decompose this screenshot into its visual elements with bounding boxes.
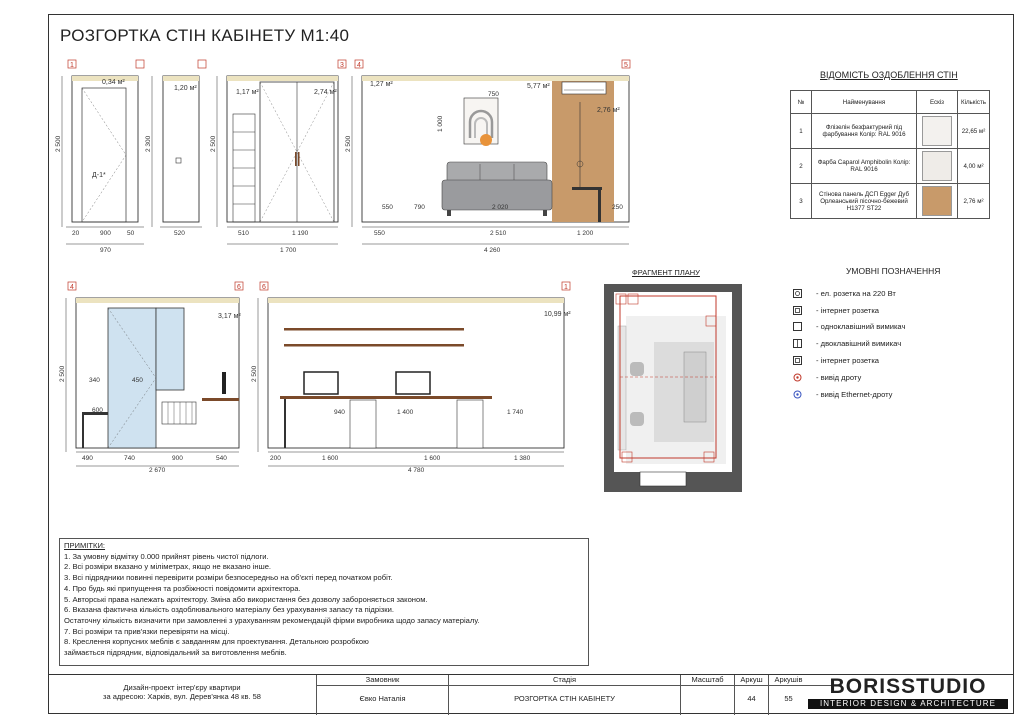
schedule-title: ВІДОМІСТЬ ОЗДОБЛЕННЯ СТІН xyxy=(820,70,958,80)
plan-title: ФРАГМЕНТ ПЛАНУ xyxy=(632,268,700,277)
dim: 200 xyxy=(270,455,281,462)
area-label: 5,77 м² xyxy=(527,83,550,90)
dim: 740 xyxy=(124,455,135,462)
logo-name: BORISSTUDIO xyxy=(829,675,987,698)
area-label: 3,17 м² xyxy=(218,313,241,320)
legend-label: - двоклавішний вимикач xyxy=(816,339,902,349)
material-swatch xyxy=(922,116,952,146)
dim: 900 xyxy=(100,230,111,237)
marker-1: 1 xyxy=(564,284,568,291)
dim: 900 xyxy=(172,455,183,462)
row-num: 1 xyxy=(791,114,812,149)
dim: 340 xyxy=(89,377,100,384)
col-sketch: Ескіз xyxy=(917,91,958,114)
elevation-wall-5 xyxy=(59,282,243,472)
note-line: Остаточну кількість визначити при замовленні з урахуванням рекомендацій фірми виробника щодо запасу матеріалу. xyxy=(64,615,480,625)
dim: 1 400 xyxy=(397,409,414,416)
sheets-label: Аркушів xyxy=(774,675,803,684)
height-dim: 2 500 xyxy=(210,135,217,152)
project-info xyxy=(48,675,316,715)
legend xyxy=(793,285,1003,403)
dim: 1 600 xyxy=(322,455,339,462)
marker-4: 4 xyxy=(357,62,361,69)
note-line: 5. Авторські права належать архітектору. Зміна або використання без дозволу забороняється законом. xyxy=(64,594,428,604)
height-dim: 2 500 xyxy=(345,135,352,152)
dim: 2 670 xyxy=(149,467,166,472)
dim: 790 xyxy=(414,204,425,211)
sheet-label: Аркуш xyxy=(740,675,763,684)
area-label: 1,20 м² xyxy=(174,85,197,92)
marker-4: 3 xyxy=(340,62,344,69)
row-num: 2 xyxy=(791,149,812,184)
area-label: 2,74 м² xyxy=(314,89,337,96)
table-row xyxy=(791,114,990,149)
note-line: 3. Всі підрядники повинні перевірити розміри безпосередньо на об'єкті перед початком робіт. xyxy=(64,573,393,583)
legend-label: - ел. розетка на 220 Вт xyxy=(816,288,896,298)
elevation-wall-2 xyxy=(136,60,202,237)
area-label: 0,34 м² xyxy=(102,79,125,86)
row-num: 3 xyxy=(791,184,812,219)
wardrobe xyxy=(260,82,334,222)
project-name: Дизайн-проект інтер'єру квартири xyxy=(123,683,241,692)
dim: 1 190 xyxy=(292,230,309,237)
marker-6: 6 xyxy=(262,284,266,291)
dim: 1 700 xyxy=(280,247,297,254)
notes-title: ПРИМІТКИ: xyxy=(64,541,106,550)
row-sketch xyxy=(917,149,958,184)
wood-panel xyxy=(552,81,614,222)
legend-item xyxy=(793,335,1003,352)
dim: 450 xyxy=(132,377,143,384)
dim: 550 xyxy=(382,204,393,211)
elevation-wall-4 xyxy=(338,60,630,254)
legend-title: УМОВНІ ПОЗНАЧЕННЯ xyxy=(846,266,941,276)
note-line: 2. Всі розміри вказано у міліметрах, якщо не вказано інше. xyxy=(64,562,272,572)
client-name: Євко Наталія xyxy=(359,694,406,703)
wire-outlet-icon xyxy=(793,373,802,382)
legend-label: - вивід Ethernet-дроту xyxy=(816,389,893,399)
dim: 970 xyxy=(100,247,111,254)
stage-label: Стадія xyxy=(552,675,577,684)
wall-elevations xyxy=(52,52,642,472)
table-row xyxy=(791,149,990,184)
single-switch-icon xyxy=(793,322,802,331)
door-label: Д-1* xyxy=(92,172,106,179)
dim: 1 600 xyxy=(424,455,441,462)
dim: 20 xyxy=(72,230,80,237)
legend-item xyxy=(793,302,1003,319)
area-label: 1,27 м² xyxy=(370,81,393,88)
row-name: Фарба Caparol Amphibolin Колір: RAL 9016 xyxy=(812,149,917,184)
dim: 2 020 xyxy=(492,204,509,211)
height-dim: 1 000 xyxy=(437,115,444,132)
internet-socket-icon xyxy=(793,356,802,365)
internet-socket-icon xyxy=(793,306,802,315)
page-title: РОЗГОРТКА СТІН КАБІНЕТУ М1:40 xyxy=(60,26,350,45)
note-line: 4. Про будь які припущення та розбіжності повідомити архітектора. xyxy=(64,583,301,593)
note-line: займається підрядник, відповідальний за виготовлення меблів. xyxy=(64,648,287,658)
row-qty: 2,76 м² xyxy=(958,184,990,219)
marker-5: 5 xyxy=(624,62,628,69)
sheets-cell xyxy=(768,675,808,715)
dim: 4 780 xyxy=(408,467,425,472)
dim: 4 260 xyxy=(484,247,501,254)
legend-label: - інтернет розетка xyxy=(816,356,880,366)
stage-cell xyxy=(448,675,680,715)
table-header-row xyxy=(791,91,990,114)
marker-5: 4 xyxy=(70,284,74,291)
dim: 940 xyxy=(334,409,345,416)
legend-item xyxy=(793,386,1003,403)
legend-label: - одноклавішний вимикач xyxy=(816,322,906,332)
dim: 1 200 xyxy=(577,230,594,237)
marker-1: 1 xyxy=(70,62,74,69)
floor-plan-fragment xyxy=(600,282,746,494)
finish-schedule-table xyxy=(790,90,990,219)
dim: 510 xyxy=(238,230,249,237)
client-cell xyxy=(316,675,448,715)
sheet-number: 44 xyxy=(747,694,756,703)
row-sketch xyxy=(917,184,958,219)
sheet-cell xyxy=(734,675,768,715)
socket-icon xyxy=(793,289,802,298)
height-dim: 2 500 xyxy=(251,365,258,382)
project-address: за адресою: Харків, вул. Дерев'янка 48 кв. 58 xyxy=(103,692,261,701)
dim: 2 510 xyxy=(490,230,507,237)
height-dim: 2 500 xyxy=(55,135,62,152)
dim: 250 xyxy=(612,204,623,211)
row-sketch xyxy=(917,114,958,149)
legend-item xyxy=(793,285,1003,302)
row-qty: 22,65 м² xyxy=(958,114,990,149)
dim: 520 xyxy=(174,230,185,237)
area-label: 2,76 м² xyxy=(597,107,620,114)
client-label: Замовник xyxy=(365,675,400,684)
elevation-wall-1 xyxy=(55,60,144,254)
legend-label: - вивід дроту xyxy=(816,372,862,382)
material-swatch xyxy=(922,186,952,216)
row-name: Стінова панель ДСП Egger Дуб Орлеанський пісочно-бежевий H1377 ST22 xyxy=(812,184,917,219)
wall-artwork xyxy=(464,98,498,146)
sheets-total: 55 xyxy=(784,694,793,703)
elevation-wall-3 xyxy=(198,60,338,254)
dim: 550 xyxy=(374,230,385,237)
legend-item xyxy=(793,369,1003,386)
legend-item xyxy=(793,352,1003,369)
dim: 50 xyxy=(127,230,135,237)
col-name: Найменування xyxy=(812,91,917,114)
studio-logo xyxy=(808,677,1008,711)
scale-label: Масштаб xyxy=(691,675,724,684)
row-name: Флізелін безфактурний під фарбування Колір: RAL 9016 xyxy=(812,114,917,149)
legend-label: - інтернет розетка xyxy=(816,305,880,315)
height-dim: 2 300 xyxy=(145,135,152,152)
dim: 490 xyxy=(82,455,93,462)
double-switch-icon xyxy=(793,339,802,348)
note-line: 1. За умовну відмітку 0.000 прийнят рівень чистої підлоги. xyxy=(64,551,269,561)
row-qty: 4,00 м² xyxy=(958,149,990,184)
col-num: № xyxy=(791,91,812,114)
dim: 600 xyxy=(92,407,103,414)
col-qty: Кількість xyxy=(958,91,990,114)
scale-cell xyxy=(680,675,734,715)
ethernet-outlet-icon xyxy=(793,390,802,399)
stage-value: РОЗГОРТКА СТІН КАБІНЕТУ xyxy=(514,694,615,703)
elevation-wall-6 xyxy=(251,282,571,472)
note-line: 6. Вказана фактична кількість оздоблювального матеріалу без урахування запасу та підрізки. xyxy=(64,605,394,615)
dim: 540 xyxy=(216,455,227,462)
height-dim: 2 500 xyxy=(59,365,66,382)
dim: 1 740 xyxy=(507,409,524,416)
logo-tagline: INTERIOR DESIGN & ARCHITECTURE xyxy=(808,699,1008,709)
legend-item xyxy=(793,319,1003,336)
material-swatch xyxy=(922,151,952,181)
note-line: 7. Всі розміри та прив'язки перевіряти на місці. xyxy=(64,626,230,636)
air-conditioner xyxy=(562,82,606,94)
table-row xyxy=(791,184,990,219)
area-label: 1,17 м² xyxy=(236,89,259,96)
notes-box xyxy=(59,538,589,666)
area-label: 10,99 м² xyxy=(544,311,571,318)
radiator xyxy=(162,402,196,424)
dim: 1 380 xyxy=(514,455,531,462)
marker-6: 6 xyxy=(237,284,241,291)
dim: 750 xyxy=(488,91,499,98)
note-line: 8. Креслення корпусних меблів є завданням для проектування. Детальною розробкою xyxy=(64,637,369,647)
